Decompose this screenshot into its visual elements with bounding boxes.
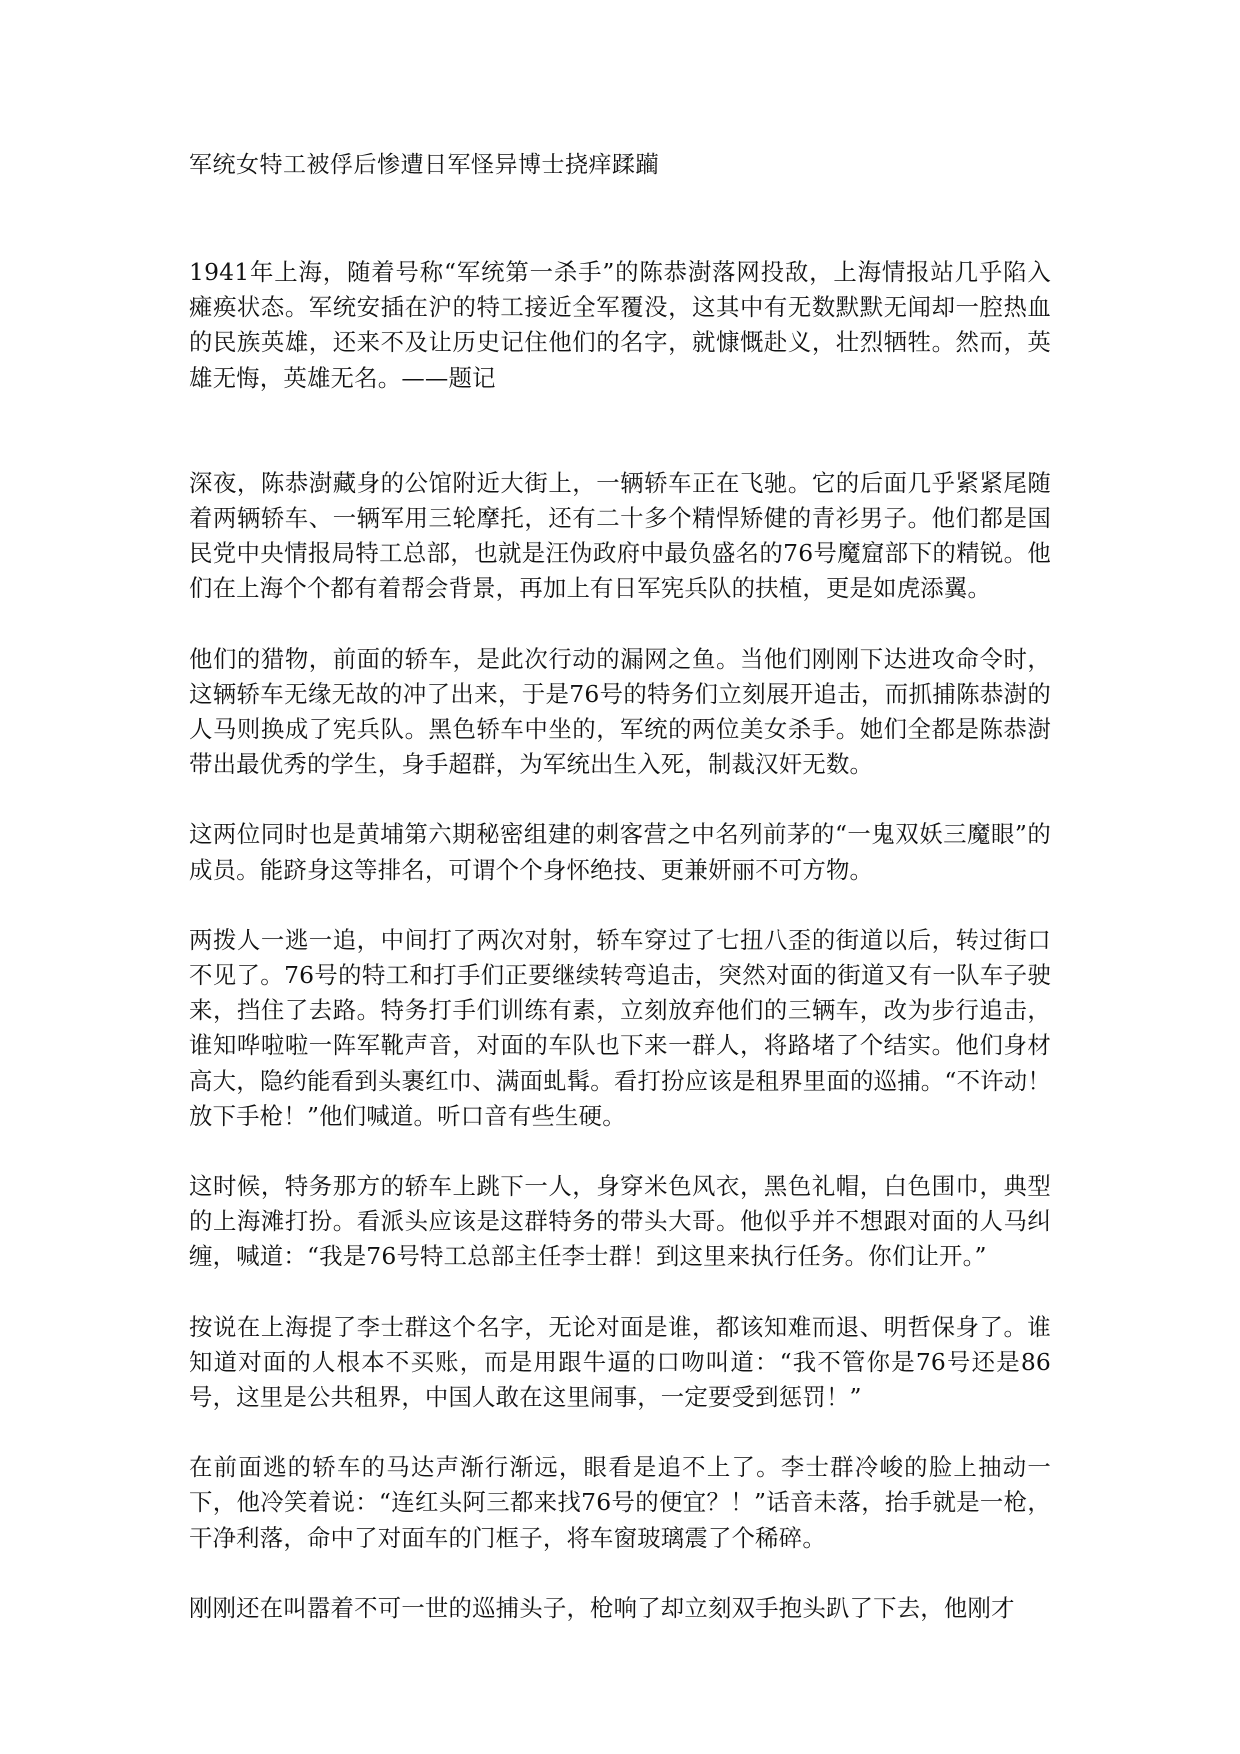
epigraph-paragraph: 1941年上海，随着号称“军统第一杀手”的陈恭澍落网投敌，上海情报站几乎陷入瘫痪状态。军统安插在沪的特工接近全军覆没，这其中有无数默默无闻却一腔热血的民族英雄，还来不及让历史记住他们的名字，就慷慨赴义，壮烈牺牲。然而，英雄无悔，英雄无名。——题记 — [189, 258, 1051, 392]
document-title: 军统女特工被俘后惨遭日军怪异博士挠痒蹂躏 — [189, 152, 659, 178]
body-paragraph: 他们的猎物，前面的轿车，是此次行动的漏网之鱼。当他们刚刚下达进攻命令时，这辆轿车无缘无故的冲了出来，于是76号的特务们立刻展开追击，而抓捕陈恭澍的人马则换成了宪兵队。黑色轿车中坐的，军统的两位美女杀手。她们全都是陈恭澍带出最优秀的学生，身手超群，为军统出生入死，制裁汉奸无数。 — [189, 644, 1051, 779]
document-page — [189, 148, 1051, 1661]
body-paragraph: 深夜，陈恭澍藏身的公馆附近大街上，一辆轿车正在飞驰。它的后面几乎紧紧尾随着两辆轿车、一辆军用三轮摩托，还有二十多个精悍矫健的青衫男子。他们都是国民党中央情报局特工总部，也就是汪伪政府中最负盛名的76号魔窟部下的精锐。他们在上海个个都有着帮会背景，再加上有日军宪兵队的扶植，更是如虎添翼。 — [189, 468, 1051, 603]
body-paragraph: 刚刚还在叫嚣着不可一世的巡捕头子，枪响了却立刻双手抱头趴了下去，他刚才 — [189, 1593, 1015, 1622]
body-paragraph: 按说在上海提了李士群这个名字，无论对面是谁，都该知难而退、明哲保身了。谁知道对面的人根本不买账，而是用跟牛逼的口吻叫道：“我不管你是76号还是86号，这里是公共租界，中国人敢在这里闹事，一定要受到惩罚！” — [189, 1312, 1051, 1412]
body-paragraph: 两拨人一逃一追，中间打了两次对射，轿车穿过了七扭八歪的街道以后，转过街口不见了。76号的特工和打手们正要继续转弯追击，突然对面的街道又有一队车子驶来，挡住了去路。特务打手们训练有素，立刻放弃他们的三辆车，改为步行追击，谁知哗啦啦一阵军靴声音，对面的车队也下来一群人，将路堵了个结实。他们身材高大，隐约能看到头裹红巾、满面虬髯。看打扮应该是租界里面的巡捕。“不许动！放下手枪！”他们喊道。听口音有些生硬。 — [189, 925, 1051, 1130]
body-paragraph: 这时候，特务那方的轿车上跳下一人，身穿米色风衣，黑色礼帽，白色围巾，典型的上海滩打扮。看派头应该是这群特务的带头大哥。他似乎并不想跟对面的人马纠缠，喊道：“我是76号特工总部主任李士群！到这里来执行任务。你们让开。” — [189, 1172, 1051, 1271]
body-paragraph: 在前面逃的轿车的马达声渐行渐远，眼看是追不上了。李士群冷峻的脸上抽动一下，他冷笑着说：“连红头阿三都来找76号的便宜？！”话音未落，抬手就是一枪，干净利落，命中了对面车的门框子，将车窗玻璃震了个稀碎。 — [189, 1453, 1051, 1552]
body-paragraph: 这两位同时也是黄埔第六期秘密组建的刺客营之中名列前茅的“一鬼双妖三魔眼”的成员。能跻身这等排名，可谓个个身怀绝技、更兼妍丽不可方物。 — [189, 820, 1051, 884]
